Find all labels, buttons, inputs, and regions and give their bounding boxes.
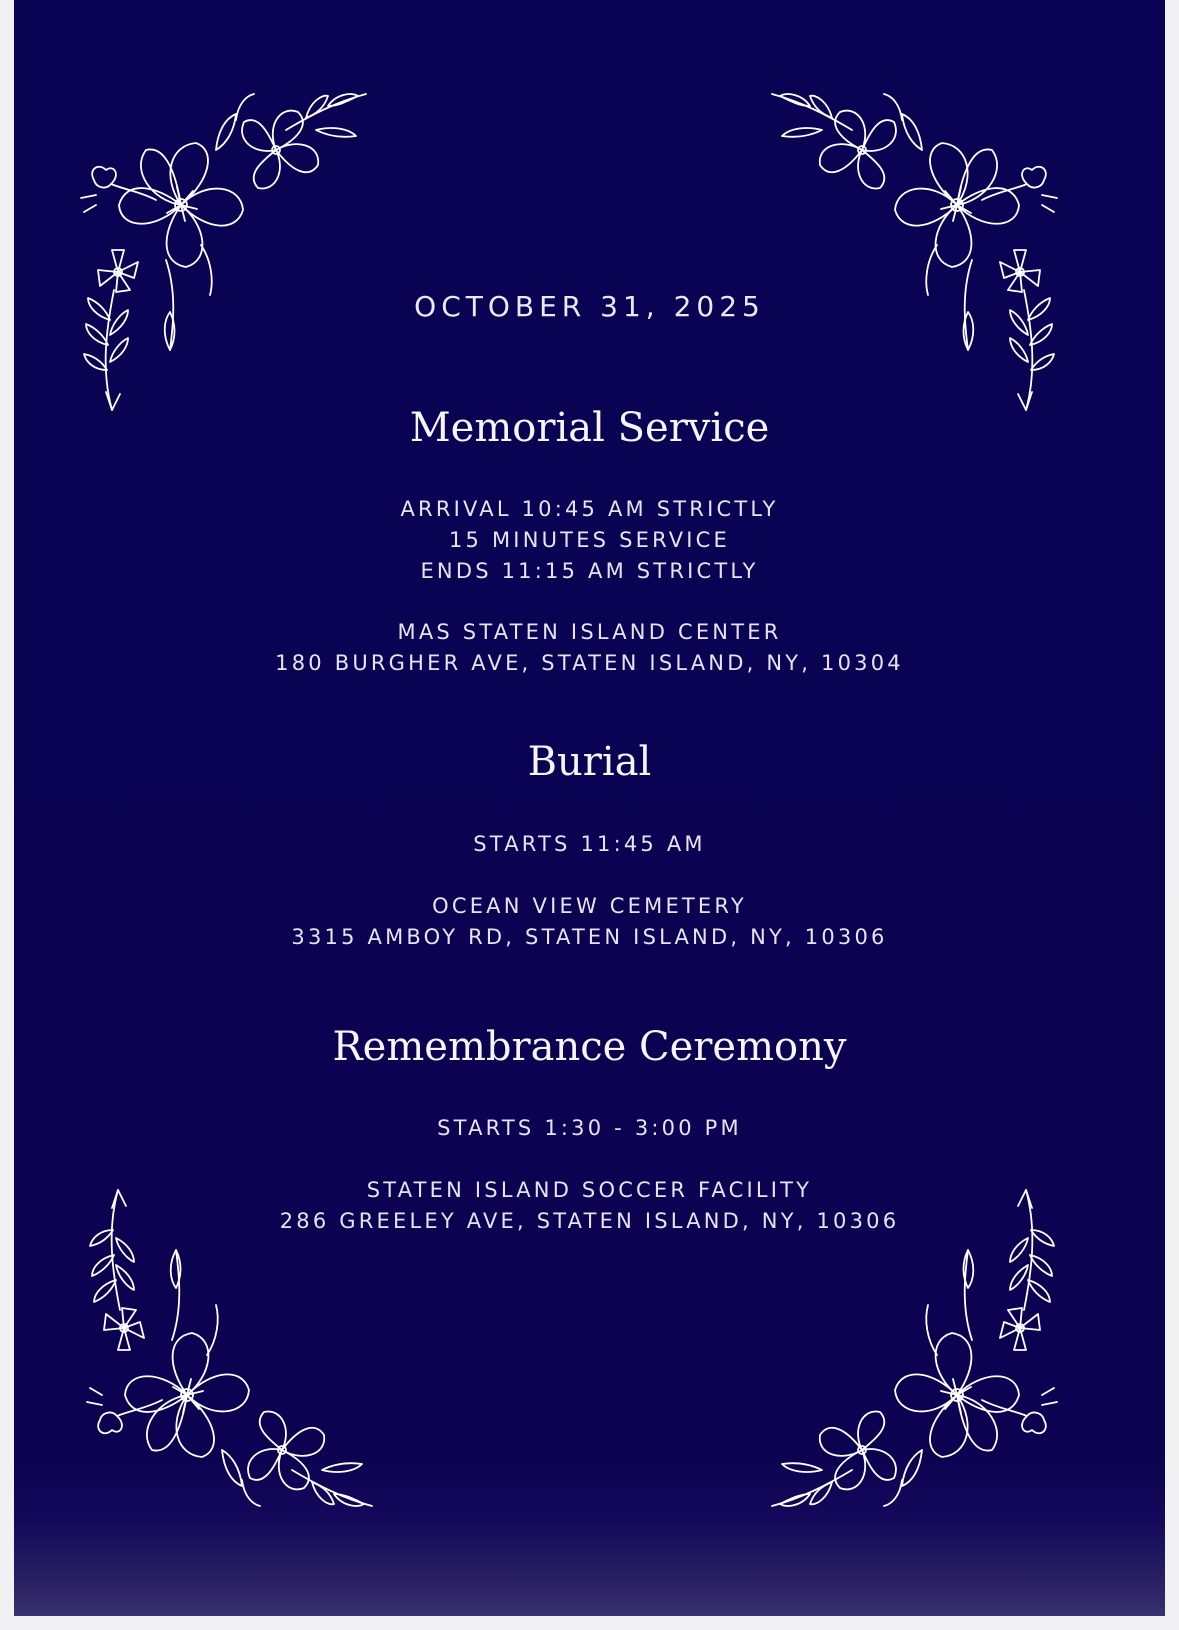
invitation-card (14, 0, 1165, 1616)
burial-time: STARTS 11:45 AM (473, 832, 706, 856)
burial-address: 3315 AMBOY RD, STATEN ISLAND, NY, 10306 (291, 925, 888, 949)
memorial-end: ENDS 11:15 AM STRICTLY (420, 559, 759, 583)
burial-title: Burial (527, 739, 652, 785)
burial-location (14, 891, 1165, 953)
remembrance-time: STARTS 1:30 - 3:00 PM (437, 1116, 742, 1140)
floral-corner-icon (762, 80, 1072, 420)
remembrance-venue: STATEN ISLAND SOCCER FACILITY (366, 1178, 813, 1202)
memorial-venue: MAS STATEN ISLAND CENTER (397, 620, 782, 644)
burial-venue: OCEAN VIEW CEMETERY (432, 894, 747, 918)
remembrance-location (14, 1175, 1165, 1237)
memorial-schedule (14, 494, 1165, 587)
memorial-arrival: ARRIVAL 10:45 AM STRICTLY (400, 497, 779, 521)
memorial-location (14, 617, 1165, 679)
memorial-duration: 15 MINUTES SERVICE (448, 528, 731, 552)
remembrance-address: 286 GREELEY AVE, STATEN ISLAND, NY, 10306 (279, 1209, 900, 1233)
memorial-service-title: Memorial Service (409, 405, 770, 451)
memorial-address: 180 BURGHER AVE, STATEN ISLAND, NY, 10304 (275, 651, 904, 675)
event-date: OCTOBER 31, 2025 (414, 290, 765, 323)
floral-corner-icon (66, 80, 376, 420)
remembrance-title: Remembrance Ceremony (332, 1024, 847, 1070)
